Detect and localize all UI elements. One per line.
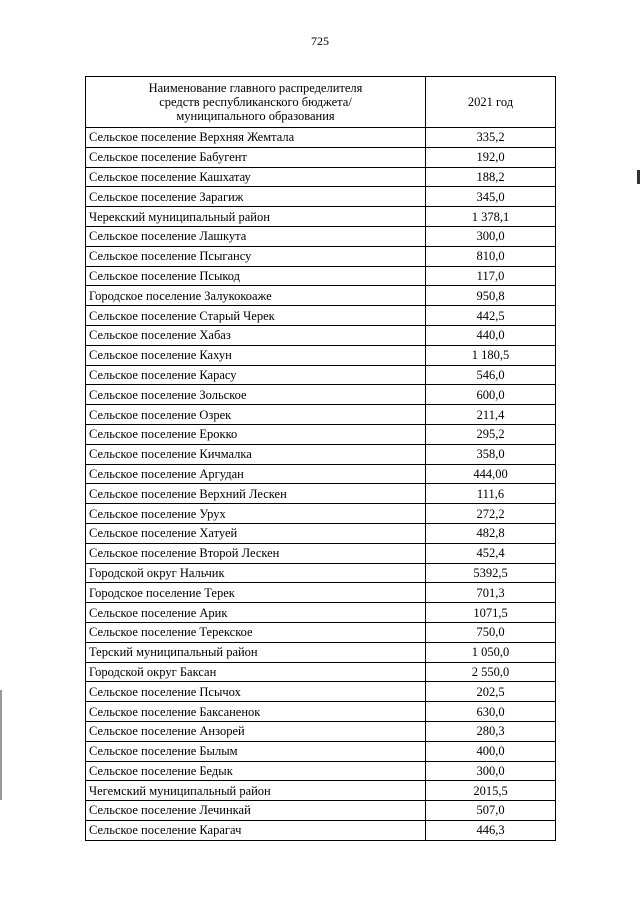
row-name-cell: Сельское поселение Хатуей: [86, 523, 426, 543]
table-row: [86, 682, 556, 702]
row-value-cell: 482,8: [426, 523, 556, 543]
row-value-cell: 5392,5: [426, 563, 556, 583]
row-value-cell: 272,2: [426, 504, 556, 524]
row-value-cell: 810,0: [426, 246, 556, 266]
row-value-cell: 444,00: [426, 464, 556, 484]
table-row: [86, 266, 556, 286]
row-name-cell: Сельское поселение Второй Лескен: [86, 543, 426, 563]
row-value-cell: 452,4: [426, 543, 556, 563]
row-name-cell: Чегемский муниципальный район: [86, 781, 426, 801]
row-name-cell: Сельское поселение Бабугент: [86, 147, 426, 167]
table-row: [86, 464, 556, 484]
table-row: [86, 444, 556, 464]
table-row: [86, 226, 556, 246]
header-name-line: средств республиканского бюджета/: [159, 95, 352, 109]
row-name-cell: Сельское поселение Псычох: [86, 682, 426, 702]
row-name-cell: Сельское поселение Псыгансу: [86, 246, 426, 266]
row-value-cell: 345,0: [426, 187, 556, 207]
table-row: [86, 385, 556, 405]
row-value-cell: 1 180,5: [426, 345, 556, 365]
row-name-cell: Сельское поселение Ерокко: [86, 424, 426, 444]
row-value-cell: 950,8: [426, 286, 556, 306]
row-value-cell: 750,0: [426, 622, 556, 642]
row-value-cell: 440,0: [426, 325, 556, 345]
row-value-cell: 280,3: [426, 721, 556, 741]
row-name-cell: Сельское поселение Аргудан: [86, 464, 426, 484]
row-value-cell: 442,5: [426, 306, 556, 326]
row-value-cell: 546,0: [426, 365, 556, 385]
row-name-cell: Сельское поселение Лечинкай: [86, 801, 426, 821]
scan-edge: [0, 690, 2, 800]
row-value-cell: 111,6: [426, 484, 556, 504]
table-row: [86, 504, 556, 524]
table-row: [86, 820, 556, 840]
row-name-cell: Городское поселение Залукокоаже: [86, 286, 426, 306]
page-number: 725: [311, 34, 329, 48]
row-name-cell: Сельское поселение Кашхатау: [86, 167, 426, 187]
row-value-cell: 400,0: [426, 741, 556, 761]
row-name-cell: Городское поселение Терек: [86, 583, 426, 603]
table-row: [86, 642, 556, 662]
table-row: [86, 325, 556, 345]
row-value-cell: 192,0: [426, 147, 556, 167]
row-value-cell: 335,2: [426, 128, 556, 148]
table-row: [86, 603, 556, 623]
row-name-cell: Сельское поселение Верхний Лескен: [86, 484, 426, 504]
table-row: [86, 207, 556, 227]
row-name-cell: Терский муниципальный район: [86, 642, 426, 662]
table-row: [86, 741, 556, 761]
row-name-cell: Сельское поселение Кахун: [86, 345, 426, 365]
row-name-cell: Сельское поселение Карагач: [86, 820, 426, 840]
table-header-row: [86, 77, 556, 128]
table-row: [86, 523, 556, 543]
row-value-cell: 507,0: [426, 801, 556, 821]
row-name-cell: Сельское поселение Бедык: [86, 761, 426, 781]
table-row: [86, 761, 556, 781]
row-value-cell: 300,0: [426, 761, 556, 781]
row-name-cell: Сельское поселение Кичмалка: [86, 444, 426, 464]
row-value-cell: 211,4: [426, 405, 556, 425]
row-value-cell: 2 550,0: [426, 662, 556, 682]
table-row: [86, 147, 556, 167]
table-row: [86, 721, 556, 741]
row-name-cell: Сельское поселение Верхняя Жемтала: [86, 128, 426, 148]
table-row: [86, 622, 556, 642]
table-row: [86, 563, 556, 583]
row-name-cell: Сельское поселение Зарагиж: [86, 187, 426, 207]
row-name-cell: Сельское поселение Баксаненок: [86, 702, 426, 722]
row-name-cell: Сельское поселение Псыкод: [86, 266, 426, 286]
row-name-cell: Сельское поселение Старый Черек: [86, 306, 426, 326]
table-row: [86, 365, 556, 385]
row-name-cell: Сельское поселение Зольское: [86, 385, 426, 405]
row-value-cell: 300,0: [426, 226, 556, 246]
header-name-line: Наименование главного распределителя: [148, 81, 363, 95]
table-row: [86, 583, 556, 603]
budget-table: [85, 76, 556, 841]
table-row: [86, 543, 556, 563]
row-name-cell: Сельское поселение Былым: [86, 741, 426, 761]
row-name-cell: Сельское поселение Лашкута: [86, 226, 426, 246]
table-row: [86, 286, 556, 306]
row-name-cell: Сельское поселение Урух: [86, 504, 426, 524]
row-name-cell: Городской округ Баксан: [86, 662, 426, 682]
header-year-column: 2021 год: [426, 77, 556, 128]
row-name-cell: Сельское поселение Анзорей: [86, 721, 426, 741]
table-row: [86, 246, 556, 266]
header-name-column: [86, 77, 426, 128]
row-value-cell: 202,5: [426, 682, 556, 702]
row-value-cell: 1 050,0: [426, 642, 556, 662]
row-name-cell: Черекский муниципальный район: [86, 207, 426, 227]
table-row: [86, 167, 556, 187]
row-name-cell: Сельское поселение Хабаз: [86, 325, 426, 345]
row-value-cell: 188,2: [426, 167, 556, 187]
row-value-cell: 701,3: [426, 583, 556, 603]
row-value-cell: 117,0: [426, 266, 556, 286]
row-name-cell: Сельское поселение Карасу: [86, 365, 426, 385]
table-row: [86, 662, 556, 682]
row-name-cell: Городской округ Нальчик: [86, 563, 426, 583]
row-name-cell: Сельское поселение Арик: [86, 603, 426, 623]
table-row: [86, 702, 556, 722]
table-row: [86, 345, 556, 365]
row-value-cell: 630,0: [426, 702, 556, 722]
table-row: [86, 801, 556, 821]
row-value-cell: 1071,5: [426, 603, 556, 623]
row-value-cell: 2015,5: [426, 781, 556, 801]
table-row: [86, 128, 556, 148]
table-row: [86, 424, 556, 444]
table-row: [86, 306, 556, 326]
table-row: [86, 405, 556, 425]
row-value-cell: 600,0: [426, 385, 556, 405]
row-value-cell: 295,2: [426, 424, 556, 444]
row-value-cell: 1 378,1: [426, 207, 556, 227]
row-name-cell: Сельское поселение Озрек: [86, 405, 426, 425]
table-row: [86, 484, 556, 504]
table-row: [86, 781, 556, 801]
table-row: [86, 187, 556, 207]
row-value-cell: 358,0: [426, 444, 556, 464]
row-name-cell: Сельское поселение Терекское: [86, 622, 426, 642]
row-value-cell: 446,3: [426, 820, 556, 840]
header-name-line: муниципального образования: [176, 109, 335, 123]
